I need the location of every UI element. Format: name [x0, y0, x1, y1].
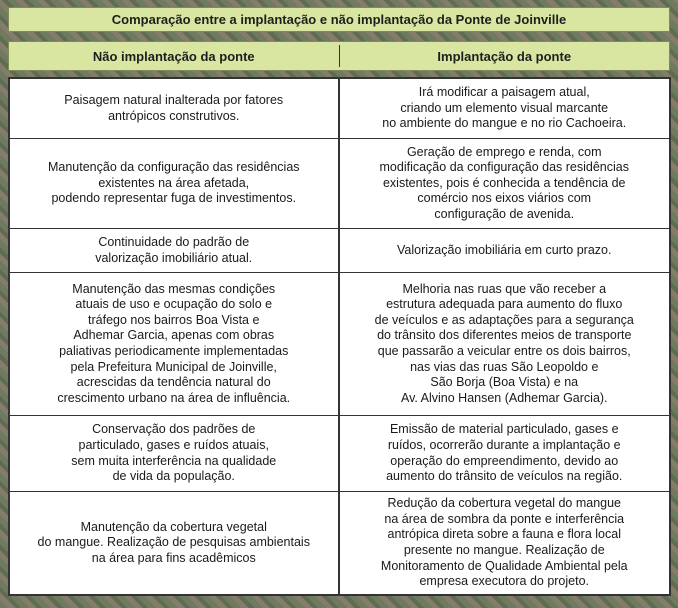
cell-implantacao: Emissão de material particulado, gases e ruídos, ocorrerão durante a implantação e operação do empreendimento, devido ao aumento do trânsito de veículos na região.: [386, 422, 623, 484]
table-row: [10, 492, 669, 594]
cell-implantacao: Melhoria nas ruas que vão receber a estrutura adequada para aumento do fluxo de veículos e as adaptações para a segurança do trânsito dos diferentes meios de transporte que passarão a veicular entre os dois bairros, nas vias das ruas São Leopoldo e São Borja (Boa Vista) e na Av. Alvino Hansen (Adhemar Garcia).: [374, 281, 634, 405]
cell-implantacao: Valorização imobiliária em curto prazo.: [397, 242, 612, 257]
header-nao-implantacao: Não implantação da ponte: [92, 48, 255, 64]
table-title-text: Comparação entre a implantação e não implantação da Ponte de Joinville: [111, 12, 567, 27]
table-row: [10, 139, 669, 229]
cell-nao-implantacao: Paisagem natural inalterada por fatores antrópicos construtivos.: [10, 79, 340, 138]
cell-nao-implantacao: Manutenção da configuração das residências existentes na área afetada, podendo representar fuga de investimentos.: [10, 139, 340, 228]
cell-nao-implantacao: Continuidade do padrão de valorização imobiliário atual.: [10, 229, 340, 272]
cell-implantacao: Geração de emprego e renda, com modificação da configuração das residências existentes, pois é conhecida a tendência de comércio nos eixos viários com configuração de avenida.: [379, 144, 629, 221]
column-headers: [8, 41, 670, 71]
cell-nao-implantacao: Manutenção da cobertura vegetal do mangue. Realização de pesquisas ambientais na área para fins acadêmicos: [10, 492, 340, 594]
table-row: [10, 229, 669, 273]
table-title: [8, 7, 670, 32]
table-row: [10, 273, 669, 416]
cell-nao-implantacao: Manutenção das mesmas condições atuais de uso e ocupação do solo e tráfego nos bairros Boa Vista e Adhemar Garcia, apenas com obras paliativas periodicamente implementadas pela Prefeitura Municipal de Joinville, acrescidas da tendência natural do crescimento urbano na área de influência.: [10, 273, 340, 415]
cell-implantacao: Irá modificar a paisagem atual, criando um elemento visual marcante no ambiente do mangue e no rio Cachoeira.: [382, 85, 627, 131]
table-row: [10, 79, 669, 139]
header-implantacao: Implantação da ponte: [437, 48, 572, 64]
cell-implantacao: Redução da cobertura vegetal do mangue na área de sombra da ponte e interferência antrópica direta sobre a fauna e flora local presente no mangue. Realização de Monitoramento de Qualidade Ambiental pela empresa executora do projeto.: [380, 496, 628, 589]
table-row: [10, 416, 669, 492]
comparison-table: [8, 77, 671, 596]
cell-nao-implantacao: Conservação dos padrões de particulado, gases e ruídos atuais, sem muita interferência na qualidade de vida da população.: [10, 416, 340, 491]
